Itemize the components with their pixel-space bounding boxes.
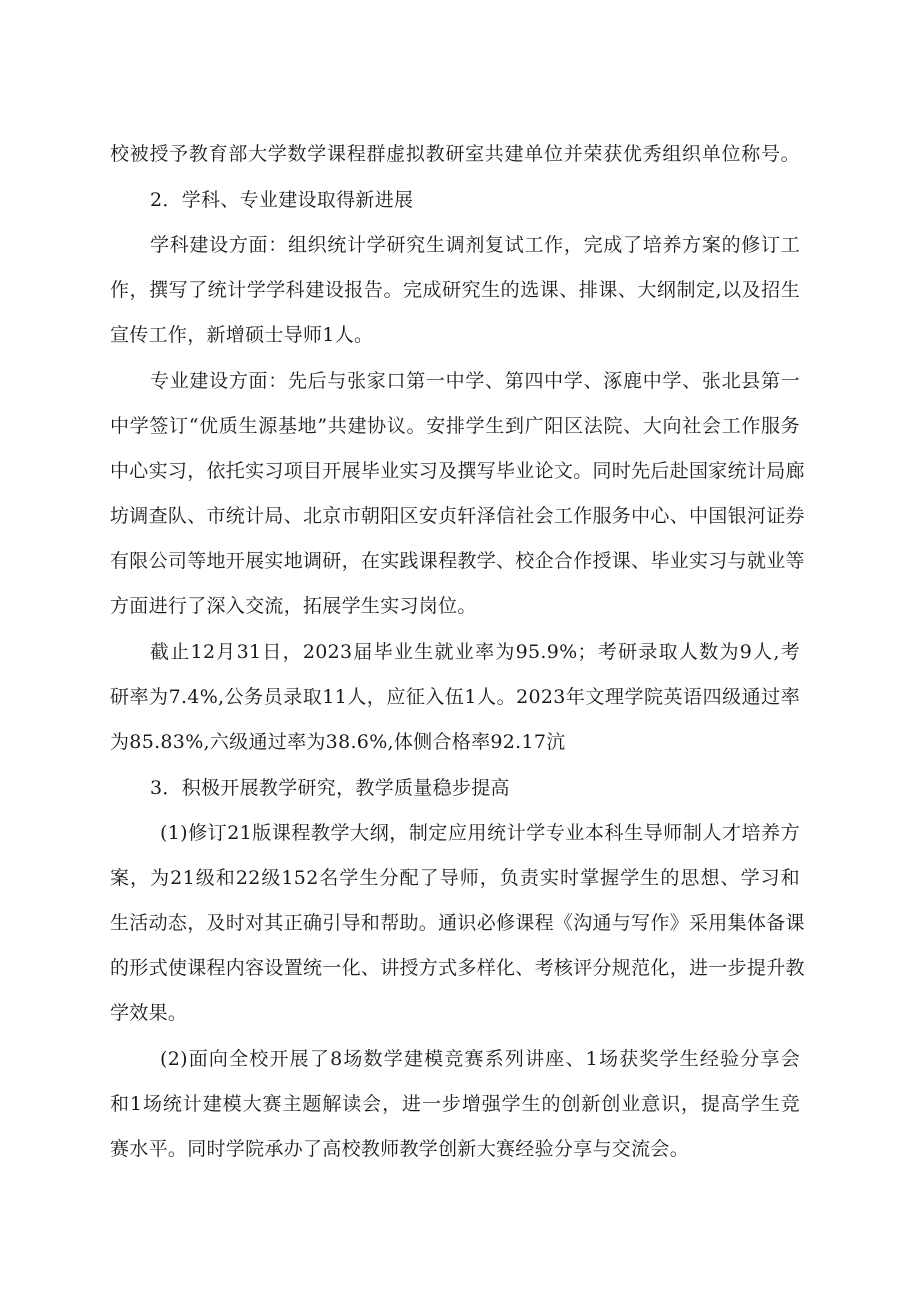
text-line: 截止12月31日，2023届毕业生就业率为95.9%；考研录取人数为9人,考 (150, 641, 800, 663)
section-heading: 3．积极开展教学研究，教学质量稳步提高 (150, 777, 510, 799)
text-line: (2)面向全校开展了8场数学建模竞赛系列讲座、1场获奖学生经验分享会 (160, 1048, 800, 1070)
text-line: 作，撰写了统计学学科建设报告。完成研究生的选课、排课、大纲制定,以及招生 (110, 279, 800, 301)
text-line: 生活动态，及时对其正确引导和帮助。通识必修课程《沟通与写作》采用集体备课 (110, 912, 805, 934)
text-line: 为85.83%,六级通过率为38.6%,体侧合格率92.17沆 (110, 731, 566, 753)
text-line: 和1场统计建模大赛主题解读会，进一步增强学生的创新创业意识，提高学生竞 (110, 1093, 800, 1115)
text-line: 坊调查队、市统计局、北京市朝阳区安贞轩泽信社会工作服务中心、中国银河证券 (110, 505, 805, 527)
section-heading: 2．学科、专业建设取得新进展 (150, 189, 414, 211)
text-line: 中学签订“优质生源基地”共建协议。安排学生到广阳区法院、大向社会工作服务 (110, 415, 800, 437)
text-line: 中心实习，依托实习项目开展毕业实习及撰写毕业论文。同时先后赴国家统计局廊 (110, 460, 805, 482)
text-line: 有限公司等地开展实地调研，在实践课程教学、校企合作授课、毕业实习与就业等 (110, 550, 805, 572)
text-line: 宣传工作，新增硕士导师1人。 (110, 324, 374, 346)
text-line: (1)修订21版课程教学大纲，制定应用统计学专业本科生导师制人才培养方 (160, 822, 800, 844)
text-line: 校被授予教育部大学数学课程群虚拟教研室共建单位并荣获优秀组织单位称号。 (110, 143, 800, 165)
text-line: 学科建设方面：组织统计学研究生调剂复试工作，完成了培养方案的修订工 (150, 234, 800, 256)
text-line: 方面进行了深入交流，拓展学生实习岗位。 (110, 595, 477, 617)
text-line: 学效果。 (110, 1002, 188, 1024)
text-line: 的形式使课程内容设置统一化、讲授方式多样化、考核评分规范化，进一步提升教 (110, 957, 805, 979)
text-line: 研率为7.4%,公务员录取11人，应征入伍1人。2023年文理学院英语四级通过率 (110, 686, 800, 708)
text-line: 赛水平。同时学院承办了高校教师教学创新大赛经验分享与交流会。 (110, 1138, 690, 1160)
text-line: 专业建设方面：先后与张家口第一中学、第四中学、涿鹿中学、张北县第一 (150, 370, 800, 392)
text-line: 案，为21级和22级152名学生分配了导师，负责实时掌握学生的思想、学习和 (110, 867, 800, 889)
